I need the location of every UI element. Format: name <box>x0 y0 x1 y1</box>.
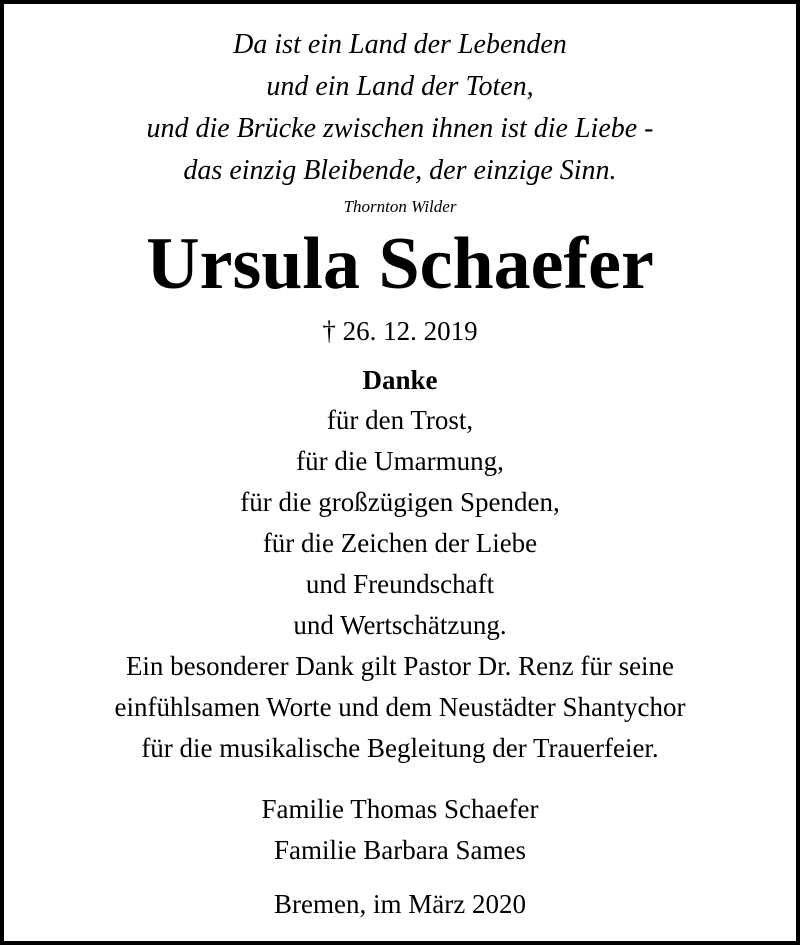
thanks-line: für die Zeichen der Liebe <box>262 528 538 558</box>
family-signatures <box>4 789 796 871</box>
special-thanks-line: für die musikalische Begleitung der Trauerfeier. <box>141 733 659 763</box>
thanks-line: und Freundschaft <box>305 569 495 599</box>
thanks-heading: Danke <box>362 365 438 395</box>
place-date: Bremen, im März 2020 <box>274 889 526 919</box>
thanks-list <box>4 400 796 769</box>
quote-line: das einzig Bleibende, der einzige Sinn. <box>183 155 617 186</box>
family-name: Familie Thomas Schaefer <box>261 794 539 824</box>
special-thanks-line: Ein besonderer Dank gilt Pastor Dr. Renz für seine <box>125 651 675 681</box>
thanks-line: und Wertschätzung. <box>293 610 507 640</box>
quote-block <box>4 24 796 192</box>
quote-author: Thornton Wilder <box>343 197 457 216</box>
thanks-line: für die großzügigen Spenden, <box>240 487 560 517</box>
thanks-line: für den Trost, <box>326 405 474 435</box>
quote-line: Da ist ein Land der Lebenden <box>233 29 567 60</box>
deceased-name: Ursula Schaefer <box>146 223 654 305</box>
quote-line: und ein Land der Toten, <box>266 71 534 102</box>
family-name: Familie Barbara Sames <box>274 835 526 865</box>
death-date: † 26. 12. 2019 <box>322 316 478 346</box>
special-thanks-line: einfühlsamen Worte und dem Neustädter Shantychor <box>114 692 686 722</box>
thanks-line: für die Umarmung, <box>296 446 504 476</box>
quote-line: und die Brücke zwischen ihnen ist die Liebe - <box>146 113 654 144</box>
